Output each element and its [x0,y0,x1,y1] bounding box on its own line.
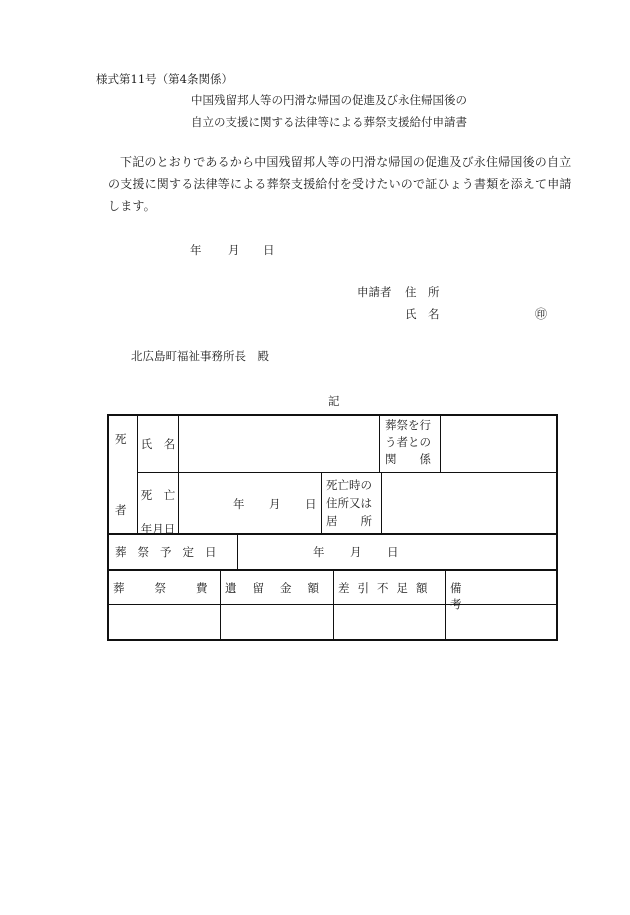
col-divider-relation [440,414,441,473]
application-table [107,414,558,641]
funeral-cost-label: 葬祭費 [113,581,238,595]
relation-label [385,417,431,468]
death-date-day: 日 [305,497,317,511]
death-date-label [138,478,178,546]
remarks-label: 備考 [450,581,542,611]
address-label: 住 所 [405,285,440,299]
record-heading: 記 [328,394,340,408]
date-day-label: 日 [263,243,275,257]
funeral-date-day: 日 [387,545,399,559]
deceased-name-label: 氏 名 [140,437,176,451]
death-address-label-line-2: 住所又は [326,496,372,510]
title-line-1: 中国残留邦人等の円滑な帰国の促進及び永住帰国後の [191,93,467,107]
funeral-date-label-text: 葬祭予定日 [115,545,228,559]
title-line-2: 自立の支援に関する法律等による葬祭支援給付申請書 [191,115,467,129]
death-date-month: 月 [269,497,281,511]
funeral-date-month: 月 [350,545,362,559]
relation-label-line-3: 関 係 [385,452,431,466]
relation-label-line-2: う者との [385,435,431,449]
applicant-label: 申請者 [357,285,392,299]
funeral-date-label [115,544,231,560]
death-address-label [326,476,372,530]
col-divider-date [321,473,322,534]
row-divider-1 [137,472,558,473]
death-date-label-line-2: 年月日 [140,522,176,536]
shortfall-amount-label: 差引不足額 [338,581,436,595]
death-date-label-line-1: 死 亡 [140,488,176,502]
addressee: 北広島町福祉事務所長 殿 [131,349,269,363]
col-divider-funeral-date [237,534,238,570]
legacy-amount-label: 遺留金額 [225,581,335,595]
seal-mark: ㊞ [535,307,548,321]
funeral-date-year: 年 [313,545,325,559]
col-divider-name [379,414,380,473]
relation-label-line-1: 葬祭を行 [385,418,431,432]
deceased-label-bottom: 者 [115,503,127,517]
date-month-label: 月 [228,243,240,257]
death-date-year: 年 [233,497,245,511]
date-year-label: 年 [190,243,202,257]
col-divider-label [178,414,179,534]
col-divider-address [381,473,382,534]
form-number: 様式第11号（第4条関係） [96,72,233,86]
body-paragraph: 下記のとおりであるから中国残留邦人等の円滑な帰国の促進及び永住帰国後の自立の支援に関する法律等による葬祭支援給付を受けたいので証ひょう書類を添えて申請します。 [108,155,572,213]
col-divider-shortfall [445,570,446,641]
death-address-label-line-3: 居 所 [326,514,372,528]
name-label: 氏 名 [405,307,440,321]
deceased-label-top: 死 [115,432,127,446]
death-address-label-line-1: 死亡時の [326,478,372,492]
